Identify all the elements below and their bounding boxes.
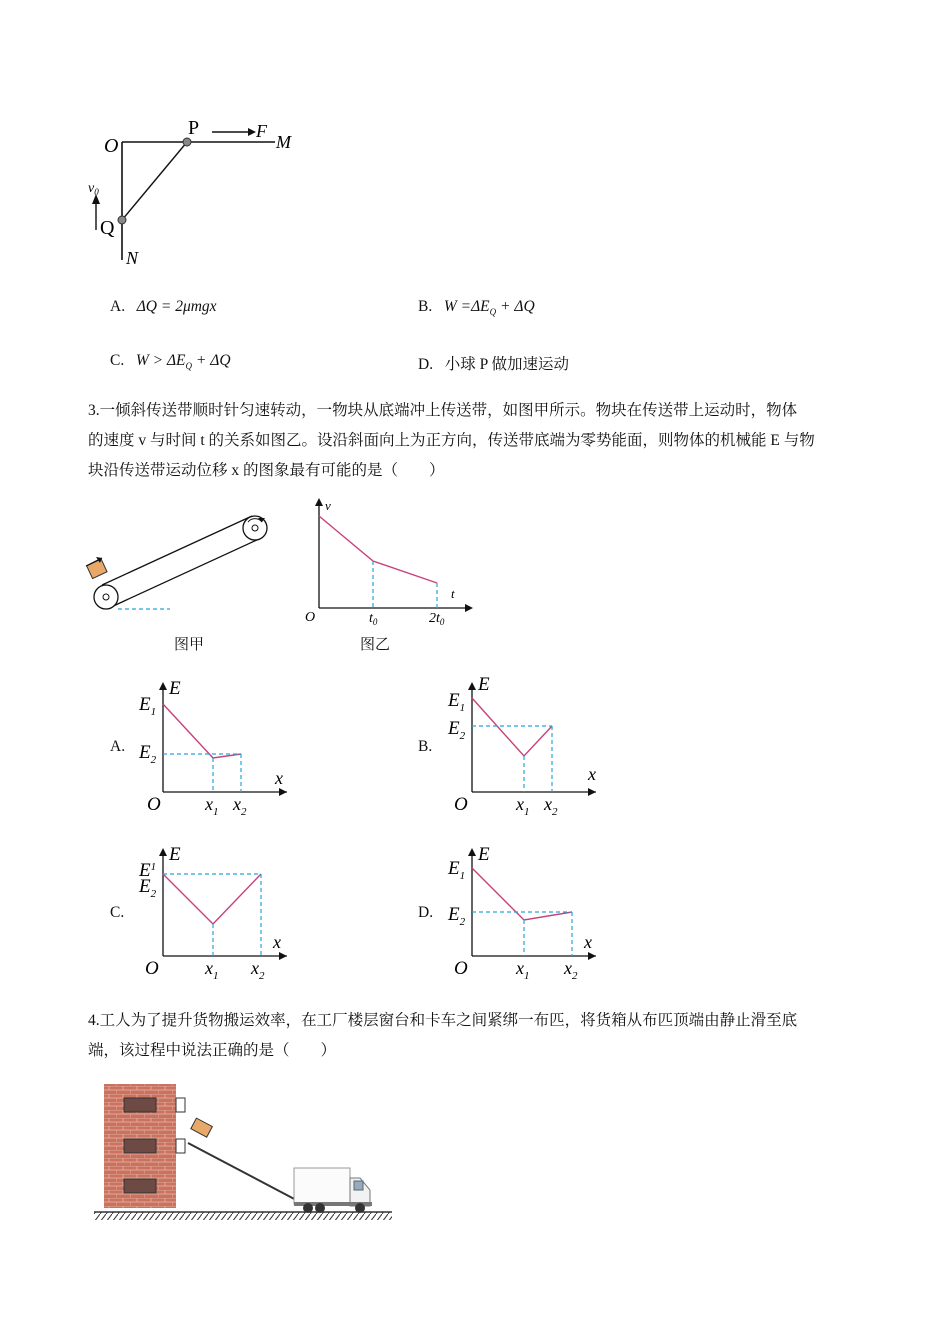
label-v: v — [325, 498, 331, 513]
label-Q: Q — [100, 217, 115, 239]
q4-stem-line2: 端，该过程中说法正确的是（ ） — [88, 1042, 337, 1059]
label-E2: $E_2$ — [448, 904, 466, 928]
q3-stem — [88, 396, 868, 486]
label-E2: $E_2$ — [139, 742, 157, 766]
option-letter: D. — [418, 356, 434, 373]
option-formula: $W > \Delta E_Q + \Delta Q$ — [135, 352, 231, 372]
conveyor-figure — [82, 510, 282, 620]
window — [124, 1179, 156, 1193]
label-E1: $E_1$ — [139, 694, 157, 718]
q3-stem-line3: 块沿传送带运动位移 x 的图象最有可能的是（ ） — [88, 462, 445, 479]
label-F: F — [256, 121, 267, 141]
label-x: x — [584, 932, 592, 952]
q3-option-a-graph[interactable] — [135, 672, 295, 822]
label-x2: $x_2$ — [564, 958, 578, 982]
label-v0: $v_0$ — [88, 181, 99, 197]
q3-option-c-graph[interactable] — [135, 838, 295, 988]
option-letter: B. — [418, 298, 433, 315]
q2-option-a[interactable] — [110, 298, 217, 316]
label-O: O — [147, 794, 161, 815]
option-letter: A. — [110, 298, 126, 315]
q4-stem-line1: 4.工人为了提升货物搬运效率，在工厂楼层窗台和卡车之间紧绑一布匹，将货箱从布匹顶端由静止滑至底 — [88, 1012, 798, 1029]
label-x1: $x_1$ — [516, 958, 530, 982]
q3-option-b-letter[interactable]: B. — [418, 738, 433, 755]
label-2t0: $2t_0$ — [429, 611, 445, 627]
caption-jia: 图甲 — [174, 637, 205, 653]
label-E1: $E_1$ — [448, 690, 466, 714]
label-P: P — [188, 117, 200, 139]
label-x: x — [588, 764, 596, 784]
vt-graph — [295, 496, 475, 628]
option-formula: ΔQ = 2μmgx — [136, 298, 217, 315]
q3-option-c-letter[interactable]: C. — [110, 904, 125, 921]
label-O: O — [104, 135, 119, 157]
q3-option-a-letter[interactable]: A. — [110, 738, 126, 755]
label-t0: $t_0$ — [369, 611, 378, 627]
label-E: E — [478, 674, 490, 695]
q3-option-b-graph[interactable] — [444, 672, 604, 822]
label-O: O — [454, 794, 468, 815]
label-E2: $E_2$ — [448, 718, 466, 742]
label-x1: $x_1$ — [205, 958, 219, 982]
caption-yi: 图乙 — [360, 637, 391, 653]
q3-option-d-letter[interactable]: D. — [418, 904, 434, 921]
q3-stem-line1: 3.一倾斜传送带顺时针匀速转动，一物块从底端冲上传送带，如图甲所示。物块在传送带上运动时，物体 — [88, 402, 798, 419]
label-E1: $E^1$ — [139, 860, 157, 881]
label-O: O — [454, 958, 468, 979]
label-x2: $x_2$ — [233, 794, 247, 818]
label-x2: $x_2$ — [251, 958, 265, 982]
label-E: E — [169, 844, 181, 865]
label-E: E — [478, 844, 490, 865]
window — [124, 1098, 156, 1112]
label-t: t — [451, 586, 455, 601]
cargo-box — [191, 1118, 213, 1137]
label-x: x — [273, 932, 281, 952]
label-x1: $x_1$ — [205, 794, 219, 818]
label-E1: $E_1$ — [448, 858, 466, 882]
option-text: 小球 P 做加速运动 — [444, 356, 569, 373]
q2-option-d[interactable] — [418, 352, 569, 374]
option-letter: C. — [110, 352, 125, 369]
q4-figure — [88, 1078, 398, 1223]
label-x: x — [275, 768, 283, 788]
window — [124, 1139, 156, 1153]
q2-figure — [80, 110, 320, 275]
option-formula: $W =\Delta E_Q + \Delta Q$ — [443, 298, 535, 318]
q2-option-c[interactable] — [110, 352, 231, 371]
q3-stem-line2: 的速度 v 与时间 t 的关系如图乙。设沿斜面向上为正方向，传送带底端为零势能面，则物体的机械能 E 与物 — [88, 432, 815, 449]
label-E: E — [169, 678, 181, 699]
q4-stem — [88, 1006, 868, 1066]
q2-option-b[interactable] — [418, 298, 535, 317]
label-O: O — [145, 958, 159, 979]
q3-option-d-graph[interactable] — [444, 838, 604, 988]
label-M: M — [276, 132, 291, 152]
cloth-slide — [188, 1143, 300, 1202]
label-O: O — [305, 610, 316, 625]
label-E2: $E_2$ — [139, 876, 157, 900]
label-x1: $x_1$ — [516, 794, 530, 818]
truck — [294, 1168, 372, 1213]
label-N: N — [126, 248, 139, 268]
label-x2: $x_2$ — [544, 794, 558, 818]
